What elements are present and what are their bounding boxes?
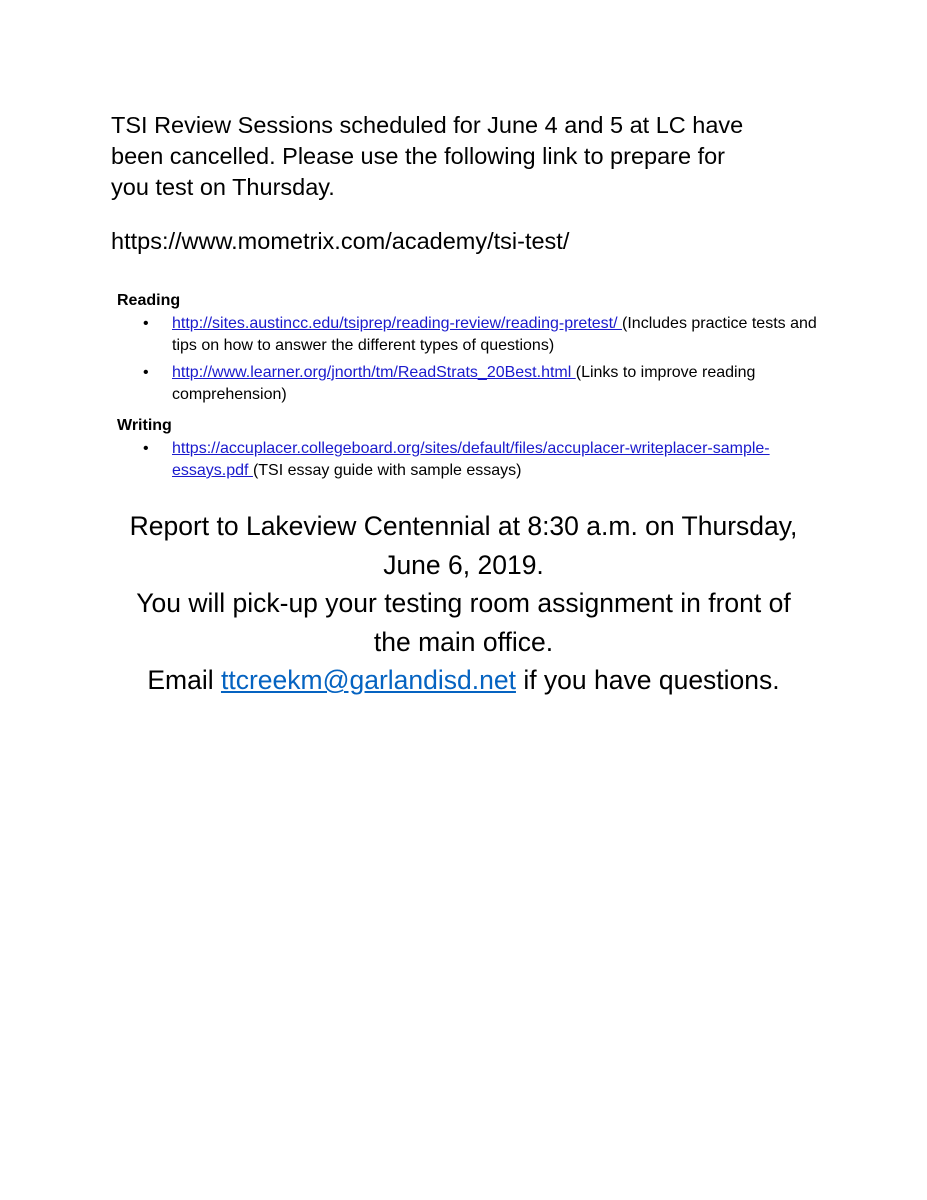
list-item	[117, 362, 837, 407]
reading-strategies-link[interactable]: http://www.learner.org/jnorth/tm/ReadStrats_20Best.html	[172, 363, 576, 381]
contact-email-link[interactable]: ttcreekm@garlandisd.net	[220, 665, 516, 695]
reading-resource-list	[117, 313, 837, 407]
reading-strategies-note: (Links to improve reading comprehension)	[172, 363, 756, 403]
bullet-icon: •	[143, 439, 149, 457]
notice-line-3: you test on Thursday.	[111, 174, 335, 200]
reading-heading: Reading	[117, 292, 181, 309]
report-line-1: Report to Lakeview Centennial at 8:30 a.m. on Thursday,	[129, 511, 798, 541]
list-item	[117, 438, 837, 483]
writing-resource-list	[117, 438, 837, 483]
mometrix-url: https://www.mometrix.com/academy/tsi-test/	[111, 228, 570, 254]
list-item	[117, 313, 837, 358]
notice-line-1: TSI Review Sessions scheduled for June 4 and 5 at LC have	[111, 112, 744, 138]
email-prefix: Email	[147, 665, 221, 695]
bullet-icon: •	[143, 363, 149, 381]
sample-essays-link[interactable]: https://accuplacer.collegeboard.org/sites/default/files/accuplacer-writeplacer-sample-essays.pdf	[172, 439, 770, 479]
sample-essays-note: (TSI essay guide with sample essays)	[252, 462, 522, 479]
email-suffix: if you have questions.	[515, 665, 780, 695]
cancellation-notice	[111, 110, 811, 203]
reading-pretest-note: (Includes practice tests and tips on how to answer the different types of questions)	[172, 314, 817, 354]
writing-heading: Writing	[117, 417, 172, 434]
reading-pretest-link[interactable]: http://sites.austincc.edu/tsiprep/reading-review/reading-pretest/	[172, 314, 623, 332]
notice-line-2: been cancelled. Please use the following link to prepare for	[111, 143, 725, 169]
bullet-icon: •	[143, 314, 149, 332]
pickup-line-2: the main office.	[373, 626, 554, 657]
pickup-line-1: You will pick-up your testing room assignment in front of	[136, 588, 791, 618]
reading-section	[117, 290, 837, 411]
testing-announcement	[60, 507, 867, 700]
report-line-2: June 6, 2019.	[383, 549, 544, 580]
writing-section	[117, 415, 837, 487]
email-line	[60, 661, 867, 700]
